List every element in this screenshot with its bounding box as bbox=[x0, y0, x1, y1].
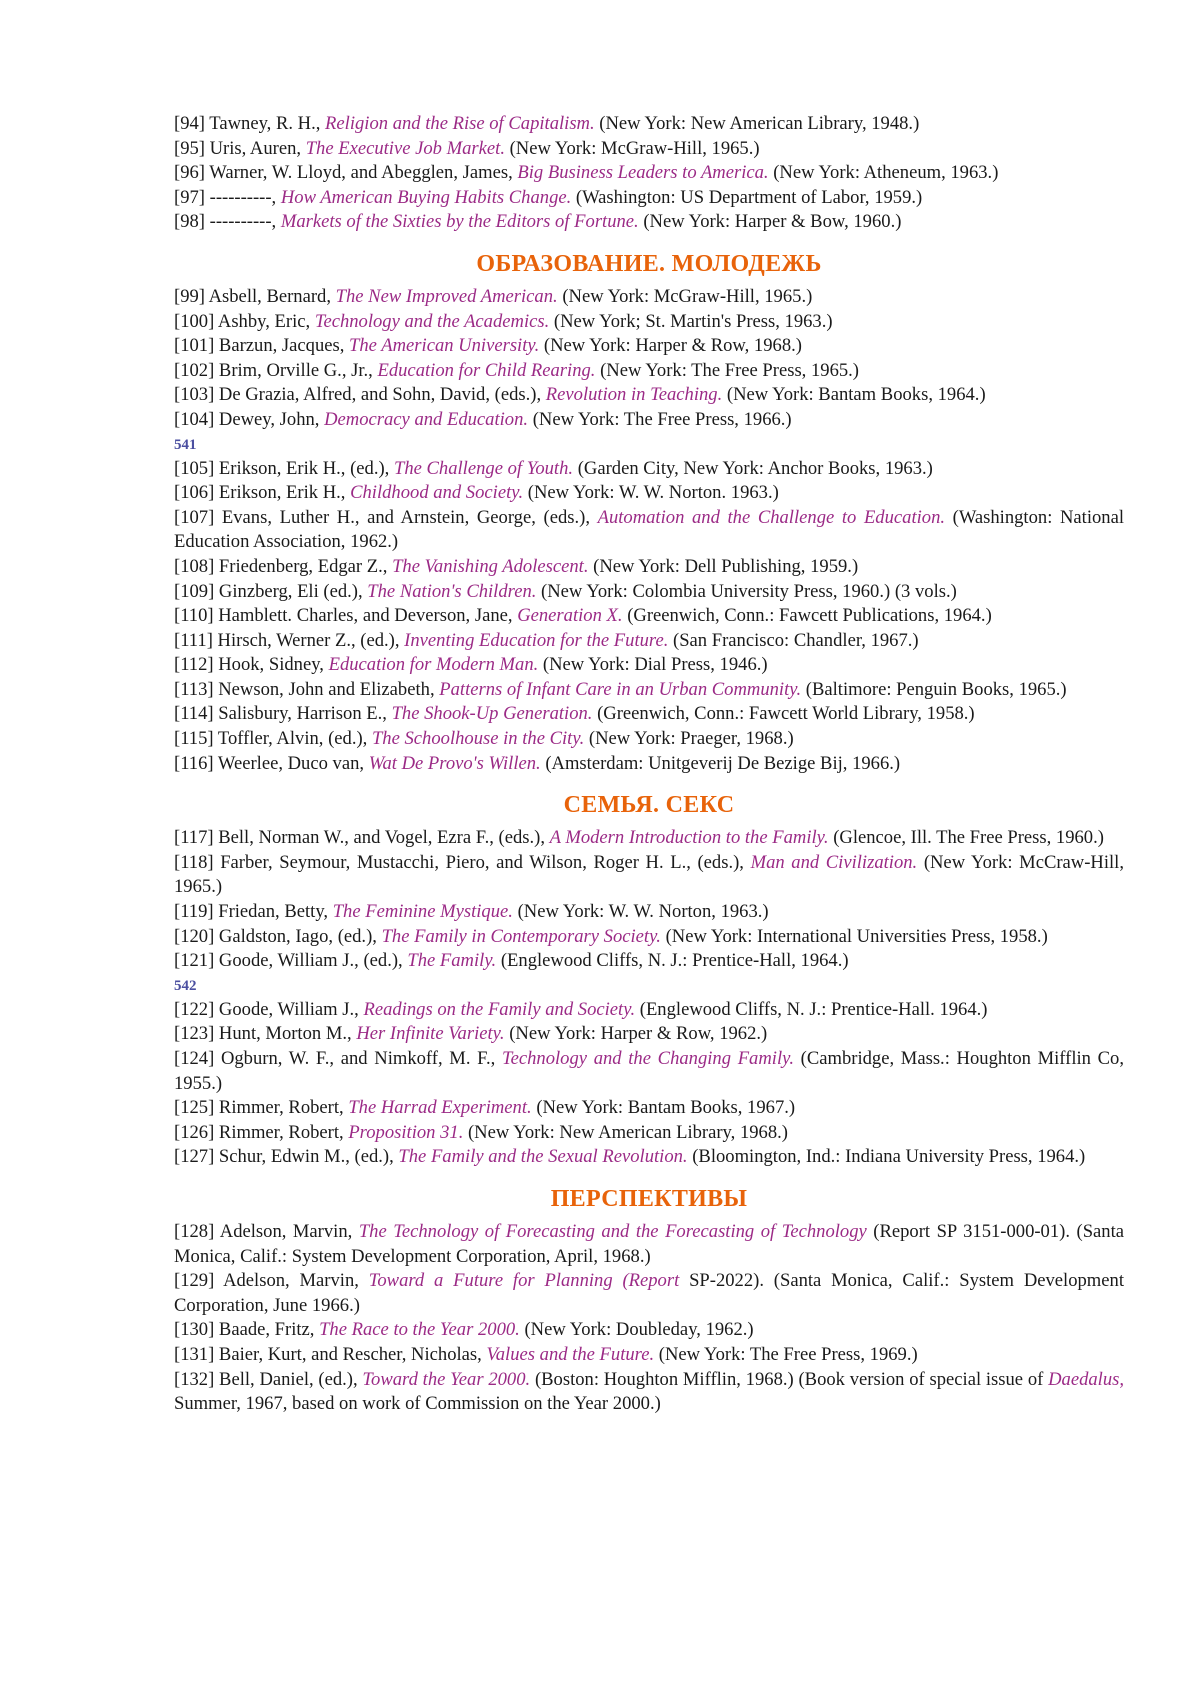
reference-title: Values and the Future. bbox=[486, 1343, 655, 1365]
reference-entry bbox=[174, 580, 1124, 605]
reference-author: [119] Friedan, Betty, bbox=[174, 901, 333, 923]
reference-publication: (New York: The Free Press, 1966.) bbox=[528, 408, 792, 430]
reference-author: [121] Goode, William J., (ed.), bbox=[174, 950, 408, 972]
reference-entry bbox=[174, 925, 1124, 950]
reference-entry bbox=[174, 555, 1124, 580]
reference-entry bbox=[174, 998, 1124, 1023]
reference-publication: (Garden City, New York: Anchor Books, 1963.) bbox=[573, 457, 933, 479]
reference-author: [126] Rimmer, Robert, bbox=[174, 1121, 349, 1143]
reference-entry bbox=[174, 653, 1124, 678]
reference-title: Inventing Education for the Future. bbox=[404, 629, 669, 651]
reference-title: Technology and the Changing Family. bbox=[501, 1048, 794, 1069]
reference-entry bbox=[174, 1121, 1124, 1146]
section-heading: СЕМЬЯ. СЕКС bbox=[563, 792, 735, 819]
reference-entry bbox=[174, 334, 1124, 359]
reference-entry bbox=[174, 1368, 1124, 1417]
reference-title: Automation and the Challenge to Education. bbox=[597, 506, 946, 528]
reference-entry bbox=[174, 949, 1124, 974]
reference-publication: (New York: International Universities Press, 1958.) bbox=[660, 925, 1048, 947]
reference-publication: (Report SP 3151-000-01). (Santa Monica, Calif.: System Development Corporation, April, 1968.) bbox=[174, 1220, 1125, 1267]
reference-author: [128] Adelson, Marvin, bbox=[174, 1220, 359, 1242]
reference-author: [110] Hamblett. Charles, and Deverson, Jane, bbox=[174, 605, 518, 627]
reference-title: The Shook-Up Generation. bbox=[391, 703, 593, 725]
reference-title: The Nation's Children. bbox=[367, 580, 537, 602]
reference-title: The Feminine Mystique. bbox=[332, 901, 513, 923]
reference-entry bbox=[174, 1318, 1124, 1343]
reference-title: Big Business Leaders to America. bbox=[517, 162, 769, 184]
reference-publication: Summer, 1967, based on work of Commission on the Year 2000.) bbox=[174, 1393, 661, 1415]
reference-publication: (Glencoe, Ill. The Free Press, 1960.) bbox=[828, 827, 1104, 849]
reference-title: The New Improved American. bbox=[335, 285, 558, 307]
reference-publication: (New York: The Free Press, 1965.) bbox=[595, 359, 859, 381]
reference-title: The American University. bbox=[349, 335, 540, 357]
reference-author: [127] Schur, Edwin M., (ed.), bbox=[174, 1146, 399, 1168]
reference-entry bbox=[174, 1022, 1124, 1047]
reference-entry bbox=[174, 137, 1124, 162]
reference-title: Revolution in Teaching. bbox=[545, 384, 723, 406]
reference-publication: (New York: The Free Press, 1969.) bbox=[654, 1343, 918, 1365]
reference-entry bbox=[174, 826, 1124, 851]
reference-author: [98] ----------, bbox=[174, 211, 281, 233]
reference-publication: (New York: Bantam Books, 1964.) bbox=[722, 384, 986, 406]
reference-publication: (Englewood Cliffs, N. J.: Prentice-Hall, 1964.) bbox=[496, 950, 849, 972]
reference-entry bbox=[174, 702, 1124, 727]
reference-title: How American Buying Habits Change. bbox=[280, 186, 572, 208]
reference-author: [113] Newson, John and Elizabeth, bbox=[174, 678, 440, 700]
reference-author: [103] De Grazia, Alfred, and Sohn, David, (eds.), bbox=[174, 384, 546, 406]
reference-publication: (New York: Praeger, 1968.) bbox=[584, 728, 794, 750]
reference-author: [111] Hirsch, Werner Z., (ed.), bbox=[174, 629, 405, 651]
reference-publication: (Boston: Houghton Mifflin, 1968.) (Book version of special issue of bbox=[530, 1368, 1049, 1390]
reference-publication: (New York: Bantam Books, 1967.) bbox=[531, 1097, 796, 1119]
reference-title: Childhood and Society. bbox=[350, 482, 524, 504]
reference-entry bbox=[174, 481, 1124, 506]
reference-author: [109] Ginzberg, Eli (ed.), bbox=[174, 580, 368, 602]
reference-author: [96] Warner, W. Lloyd, and Abegglen, James, bbox=[174, 162, 518, 184]
reference-entry bbox=[174, 161, 1124, 186]
reference-title: The Family and the Sexual Revolution. bbox=[398, 1146, 688, 1168]
reference-author: [99] Asbell, Bernard, bbox=[174, 285, 336, 307]
reference-entry bbox=[174, 210, 1124, 235]
reference-publication: (Washington: National Education Association, 1962.) bbox=[174, 506, 1124, 553]
reference-publication: (New York: Colombia University Press, 1960.) (3 vols.) bbox=[536, 580, 957, 602]
reference-entry bbox=[174, 900, 1124, 925]
reference-publication: SP-2022). (Santa Monica, Calif.: System Development Corporation, June 1966.) bbox=[174, 1270, 1124, 1316]
reference-entry bbox=[174, 457, 1124, 482]
reference-author: [115] Toffler, Alvin, (ed.), bbox=[174, 728, 372, 750]
reference-author: [114] Salisbury, Harrison E., bbox=[174, 703, 392, 725]
reference-author: [130] Baade, Fritz, bbox=[174, 1319, 320, 1341]
reference-publication: (New York: Atheneum, 1963.) bbox=[768, 162, 999, 184]
reference-publication: (New York: W. W. Norton. 1963.) bbox=[523, 482, 779, 504]
page-number: 541 bbox=[174, 436, 197, 453]
reference-title: Proposition 31. bbox=[348, 1121, 464, 1143]
reference-title: Technology and the Academics. bbox=[314, 310, 550, 332]
reference-entry bbox=[174, 1145, 1124, 1170]
reference-title: The Schoolhouse in the City. bbox=[371, 728, 585, 750]
reference-publication: (Cambridge, Mass.: Houghton Mifflin Co, 1955.) bbox=[174, 1048, 1124, 1094]
reference-entry bbox=[174, 851, 1124, 900]
reference-publication: (Amsterdam: Unitgeverij De Bezige Bij, 1966.) bbox=[540, 752, 901, 774]
reference-entry bbox=[174, 604, 1124, 629]
reference-author: [107] Evans, Luther H., and Arnstein, George, (eds.), bbox=[174, 506, 598, 528]
reference-author: [120] Galdston, Iago, (ed.), bbox=[174, 925, 382, 947]
reference-entry bbox=[174, 383, 1124, 408]
reference-title: Her Infinite Variety. bbox=[356, 1023, 505, 1045]
reference-title: Toward a Future for Planning (Report bbox=[368, 1270, 680, 1292]
reference-title: The Vanishing Adolescent. bbox=[392, 555, 589, 577]
section-heading: ОБРАЗОВАНИЕ. МОЛОДЕЖЬ bbox=[476, 250, 822, 277]
reference-publication: (New York: McGraw-Hill, 1965.) bbox=[557, 285, 813, 307]
reference-publication: (New York: Dell Publishing, 1959.) bbox=[588, 555, 859, 577]
reference-author: [129] Adelson, Marvin, bbox=[174, 1270, 369, 1292]
reference-entry bbox=[174, 186, 1124, 211]
reference-publication: (Baltimore: Penguin Books, 1965.) bbox=[801, 678, 1067, 700]
reference-author: [100] Ashby, Eric, bbox=[174, 310, 315, 332]
reference-publication: (Greenwich, Conn.: Fawcett Publications, 1964.) bbox=[622, 605, 992, 627]
reference-title: The Executive Job Market. bbox=[305, 137, 505, 159]
reference-publication: (New York: New American Library, 1948.) bbox=[594, 113, 920, 134]
reference-publication: (New York: W. W. Norton, 1963.) bbox=[512, 901, 769, 923]
reference-entry bbox=[174, 752, 1124, 777]
reference-publication: (New York; St. Martin's Press, 1963.) bbox=[549, 310, 833, 332]
reference-entry bbox=[174, 506, 1124, 555]
reference-author: [112] Hook, Sidney, bbox=[174, 654, 329, 676]
reference-author: [131] Baier, Kurt, and Rescher, Nicholas, bbox=[174, 1343, 487, 1365]
reference-author: [123] Hunt, Morton M., bbox=[174, 1023, 357, 1045]
reference-author: [117] Bell, Norman W., and Vogel, Ezra F., (eds.), bbox=[174, 827, 550, 849]
reference-title: Readings on the Family and Society. bbox=[363, 998, 636, 1020]
reference-entry bbox=[174, 310, 1124, 335]
reference-publication: (Greenwich, Conn.: Fawcett World Library, 1958.) bbox=[592, 703, 975, 725]
reference-author: [116] Weerlee, Duco van, bbox=[174, 752, 369, 774]
reference-author: [94] Tawney, R. H., bbox=[174, 113, 326, 134]
page-number: 542 bbox=[174, 977, 197, 994]
reference-author: [104] Dewey, John, bbox=[174, 408, 325, 430]
reference-author: [125] Rimmer, Robert, bbox=[174, 1097, 349, 1119]
reference-title: The Family. bbox=[407, 950, 497, 972]
reference-title: Patterns of Infant Care in an Urban Community. bbox=[439, 678, 802, 700]
reference-author: [97] ----------, bbox=[174, 186, 281, 208]
reference-entry bbox=[174, 1047, 1124, 1096]
reference-title: Man and Civilization. bbox=[750, 851, 918, 873]
reference-title: The Race to the Year 2000. bbox=[319, 1319, 520, 1341]
reference-publication: (New York: Harper & Bow, 1960.) bbox=[638, 211, 902, 233]
reference-title: The Technology of Forecasting and the Forecasting of Technology bbox=[358, 1220, 867, 1242]
section-heading: ПЕРСПЕКТИВЫ bbox=[550, 1185, 748, 1212]
reference-author: [124] Ogburn, W. F., and Nimkoff, M. F., bbox=[174, 1048, 502, 1069]
reference-publication: (New York: Doubleday, 1962.) bbox=[519, 1319, 754, 1341]
reference-author: [101] Barzun, Jacques, bbox=[174, 335, 350, 357]
reference-title: Wat De Provo's Willen. bbox=[368, 752, 541, 774]
reference-title: The Harrad Experiment. bbox=[348, 1097, 532, 1119]
reference-entry bbox=[174, 629, 1124, 654]
reference-title: The Family in Contemporary Society. bbox=[381, 925, 661, 947]
reference-title: Toward the Year 2000. bbox=[362, 1368, 531, 1390]
reference-title: Democracy and Education. bbox=[324, 408, 529, 430]
reference-entry bbox=[174, 727, 1124, 752]
reference-title: Education for Modern Man. bbox=[328, 654, 539, 676]
reference-entry bbox=[174, 1220, 1124, 1269]
reference-title: Education for Child Rearing. bbox=[377, 359, 596, 381]
reference-entry bbox=[174, 112, 1124, 137]
reference-publication: (Bloomington, Ind.: Indiana University Press, 1964.) bbox=[687, 1146, 1086, 1168]
reference-publication: (New York: McCraw-Hill, 1965.) bbox=[174, 851, 1124, 898]
reference-entry bbox=[174, 408, 1124, 433]
reference-publication: (San Francisco: Chandler, 1967.) bbox=[668, 629, 919, 651]
bibliography-page bbox=[174, 112, 1124, 1417]
reference-publication: (New York: Dial Press, 1946.) bbox=[538, 654, 768, 676]
reference-author: [102] Brim, Orville G., Jr., bbox=[174, 359, 378, 381]
reference-author: [95] Uris, Auren, bbox=[174, 137, 306, 159]
reference-author: [108] Friedenberg, Edgar Z., bbox=[174, 555, 393, 577]
reference-title: Daedalus, bbox=[1048, 1368, 1125, 1390]
reference-title: Generation X. bbox=[517, 605, 623, 627]
reference-author: [106] Erikson, Erik H., bbox=[174, 482, 351, 504]
reference-title: Markets of the Sixties by the Editors of Fortune. bbox=[280, 211, 639, 233]
reference-entry bbox=[174, 678, 1124, 703]
reference-entry bbox=[174, 1343, 1124, 1368]
reference-title: A Modern Introduction to the Family. bbox=[549, 827, 829, 849]
reference-publication: (New York: McGraw-Hill, 1965.) bbox=[504, 137, 760, 159]
reference-author: [122] Goode, William J., bbox=[174, 998, 364, 1020]
reference-entry bbox=[174, 1269, 1124, 1318]
reference-publication: (New York: New American Library, 1968.) bbox=[463, 1121, 788, 1143]
reference-author: [132] Bell, Daniel, (ed.), bbox=[174, 1368, 363, 1390]
reference-title: The Challenge of Youth. bbox=[393, 457, 574, 479]
reference-author: [118] Farber, Seymour, Mustacchi, Piero, and Wilson, Roger H. L., (eds.), bbox=[174, 851, 751, 873]
reference-entry bbox=[174, 1096, 1124, 1121]
reference-title: Religion and the Rise of Capitalism. bbox=[325, 113, 595, 134]
reference-publication: (New York: Harper & Row, 1962.) bbox=[504, 1023, 768, 1045]
reference-publication: (New York: Harper & Row, 1968.) bbox=[539, 335, 802, 357]
reference-publication: (Englewood Cliffs, N. J.: Prentice-Hall. 1964.) bbox=[635, 998, 988, 1020]
reference-publication: (Washington: US Department of Labor, 1959.) bbox=[571, 186, 923, 208]
reference-entry bbox=[174, 359, 1124, 384]
reference-author: [105] Erikson, Erik H., (ed.), bbox=[174, 457, 394, 479]
reference-entry bbox=[174, 285, 1124, 310]
